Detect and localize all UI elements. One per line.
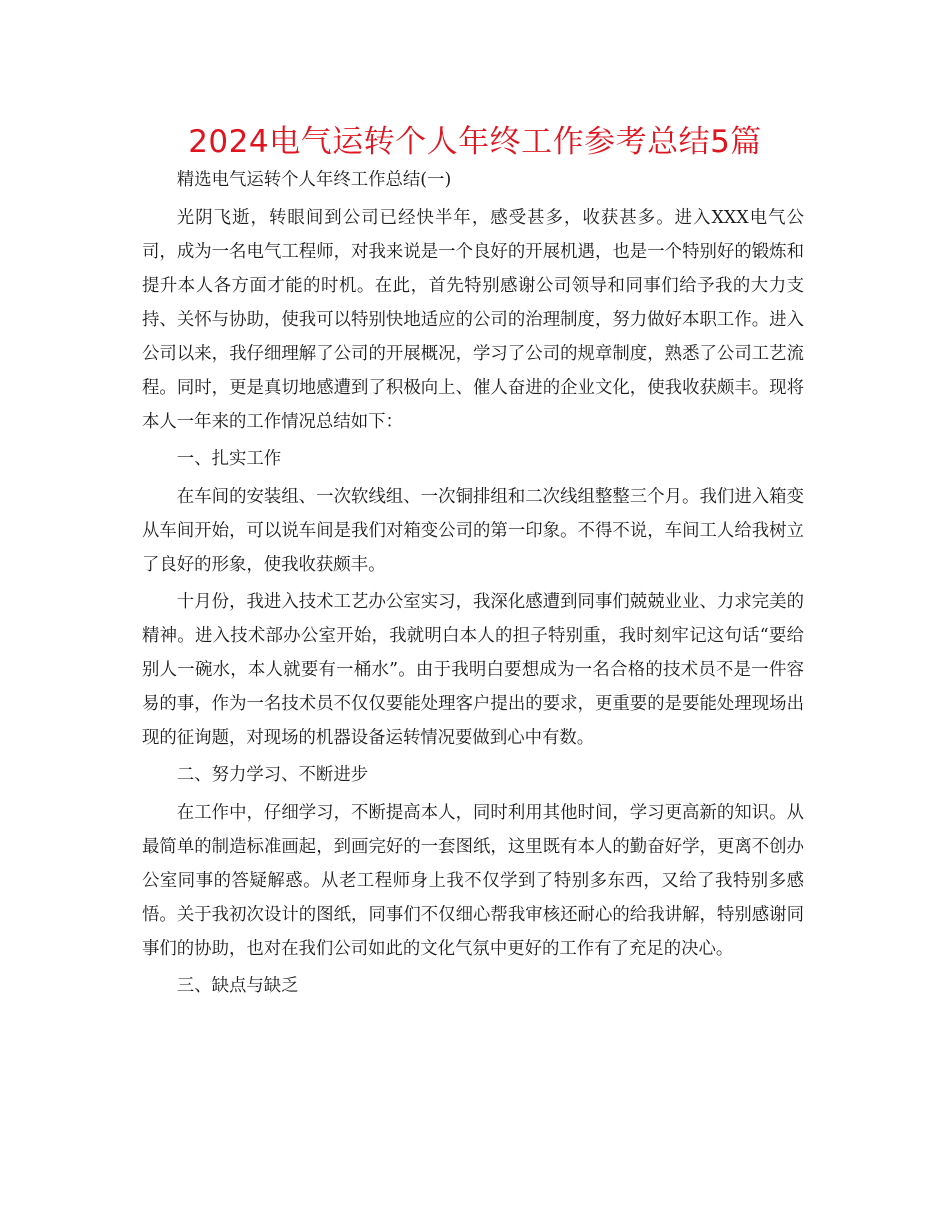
- section-heading: 二、努力学习、不断进步: [176, 765, 369, 785]
- section-subtitle: 精选电气运转个人年终工作总结(一): [176, 170, 452, 190]
- section-heading: 三、缺点与缺乏: [176, 976, 299, 996]
- paragraph: 在工作中，仔细学习，不断提高本人，同时利用其他时间，学习更高新的知识。从最简单的制造标准画起，到画完好的一套图纸，这里既有本人的勤奋好学，更离不创办公室同事的答疑解惑。从老工程师身上我不仅学到了特别多东西，又给了我特别多感悟。关于我初次设计的图纸，同事们不仅细心帮我审核还耐心的给我讲解，特别感谢同事们的协助，也对在我们公司如此的文化气氛中更好的工作有了充足的决心。: [142, 803, 804, 959]
- document-body: [142, 163, 804, 1007]
- document-title: 2024电气运转个人年终工作参考总结5篇: [188, 124, 762, 160]
- paragraph: 光阴飞逝，转眼间到公司已经快半年，感受甚多，收获甚多。进入XXX电气公司，成为一名电气工程师，对我来说是一个良好的开展机遇，也是一个特别好的锻炼和提升本人各方面才能的时机。在此，首先特别感谢公司领导和同事们给予我的大力支持、关怀与协助，使我可以特别快地适应的公司的治理制度，努力做好本职工作。进入公司以来，我仔细理解了公司的开展概况，学习了公司的规章制度，熟悉了公司工艺流程。同时，更是真切地感遭到了积极向上、催人奋进的企业文化，使我收获颇丰。现将本人一年来的工作情况总结如下：: [142, 208, 804, 432]
- paragraph: 在车间的安装组、一次软线组、一次铜排组和二次线组整整三个月。我们进入箱变从车间开始，可以说车间是我们对箱变公司的第一印象。不得不说，车间工人给我树立了良好的形象，使我收获颇丰。: [142, 487, 804, 575]
- paragraph: 十月份，我进入技术工艺办公室实习，我深化感遭到同事们兢兢业业、力求完美的精神。进入技术部办公室开始，我就明白本人的担子特别重，我时刻牢记这句话“要给别人一碗水，本人就要有一桶水”。由于我明白要想成为一名合格的技术员不是一件容易的事，作为一名技术员不仅仅要能处理客户提出的要求，更重要的是要能处理现场出现的征询题，对现场的机器设备运转情况要做到心中有数。: [142, 592, 804, 748]
- section-heading: 一、扎实工作: [176, 449, 282, 469]
